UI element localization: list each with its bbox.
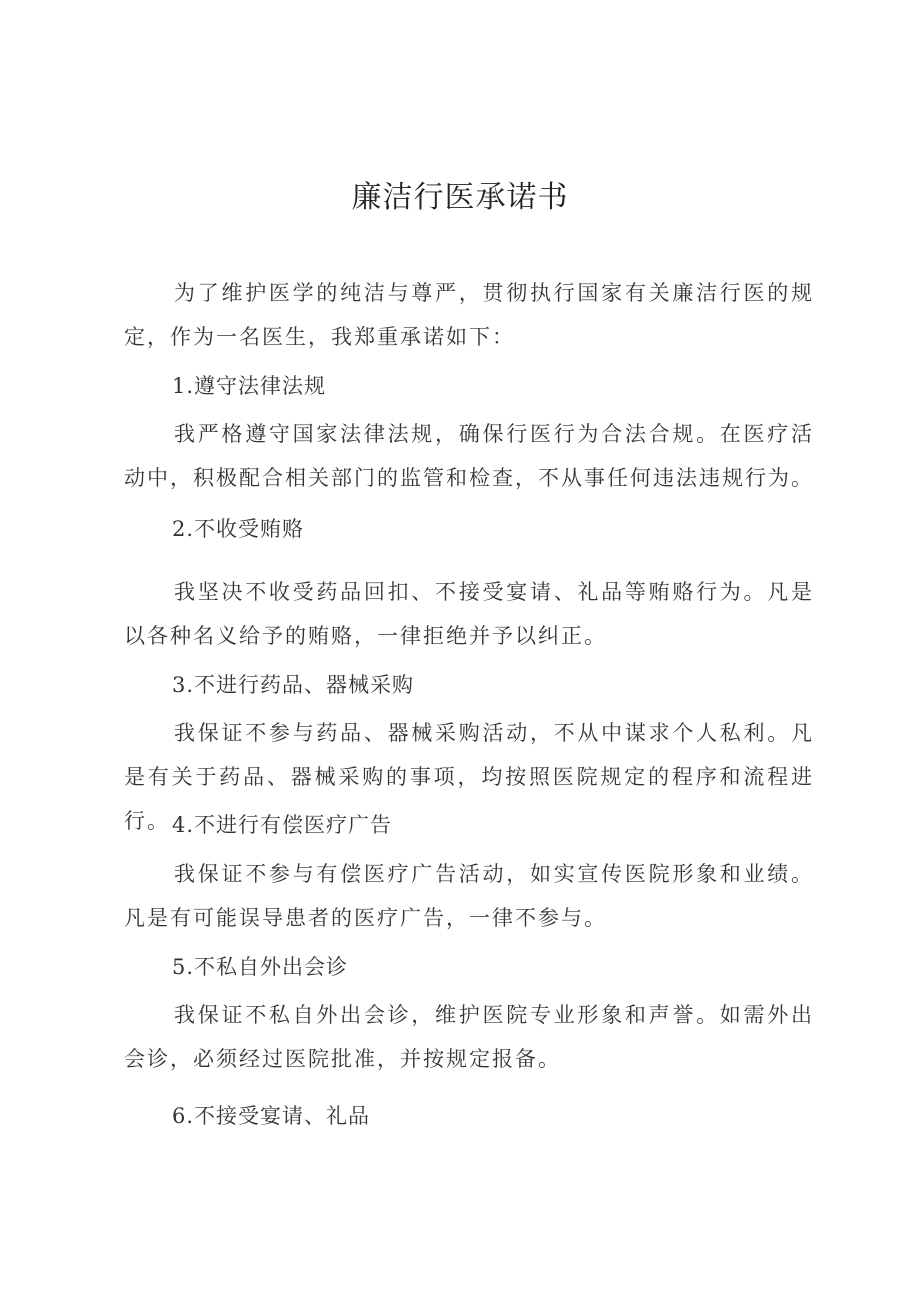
section-2-heading: 2.不收受贿赂 [172, 517, 305, 541]
section-2-body: 我坚决不收受药品回扣、不接受宴请、礼品等贿赂行为。凡是以各种名义给予的贿赂，一律拒绝并予以纠正。 [124, 580, 814, 648]
section-5-body: 我保证不私自外出会诊，维护医院专业形象和声誉。如需外出会诊，必须经过医院批准，并按规定报备。 [124, 1003, 814, 1071]
document-title: 廉洁行医承诺书 [351, 180, 569, 215]
section-3-body: 我保证不参与药品、器械采购活动，不从中谋求个人私利。凡是有关于药品、器械采购的事项，均按照医院规定的程序和流程进行。 [124, 721, 814, 833]
section-5-heading: 5.不私自外出会诊 [172, 955, 349, 979]
section-1-body: 我严格遵守国家法律法规，确保行医行为合法合规。在医疗活动中，积极配合相关部门的监管和检查，不从事任何违法违规行为。 [124, 422, 814, 490]
section-6-heading: 6.不接受宴请、礼品 [172, 1104, 371, 1128]
section-4-body: 我保证不参与有偿医疗广告活动，如实宣传医院形象和业绩。凡是有可能误导患者的医疗广告，一律不参与。 [124, 862, 814, 930]
intro-paragraph: 为了维护医学的纯洁与尊严，贯彻执行国家有关廉洁行医的规定，作为一名医生，我郑重承诺如下： [124, 281, 814, 349]
section-4-heading: 4.不进行有偿医疗广告 [172, 813, 393, 837]
section-3-heading: 3.不进行药品、器械采购 [172, 673, 415, 697]
section-1-heading: 1.遵守法律法规 [172, 374, 327, 398]
